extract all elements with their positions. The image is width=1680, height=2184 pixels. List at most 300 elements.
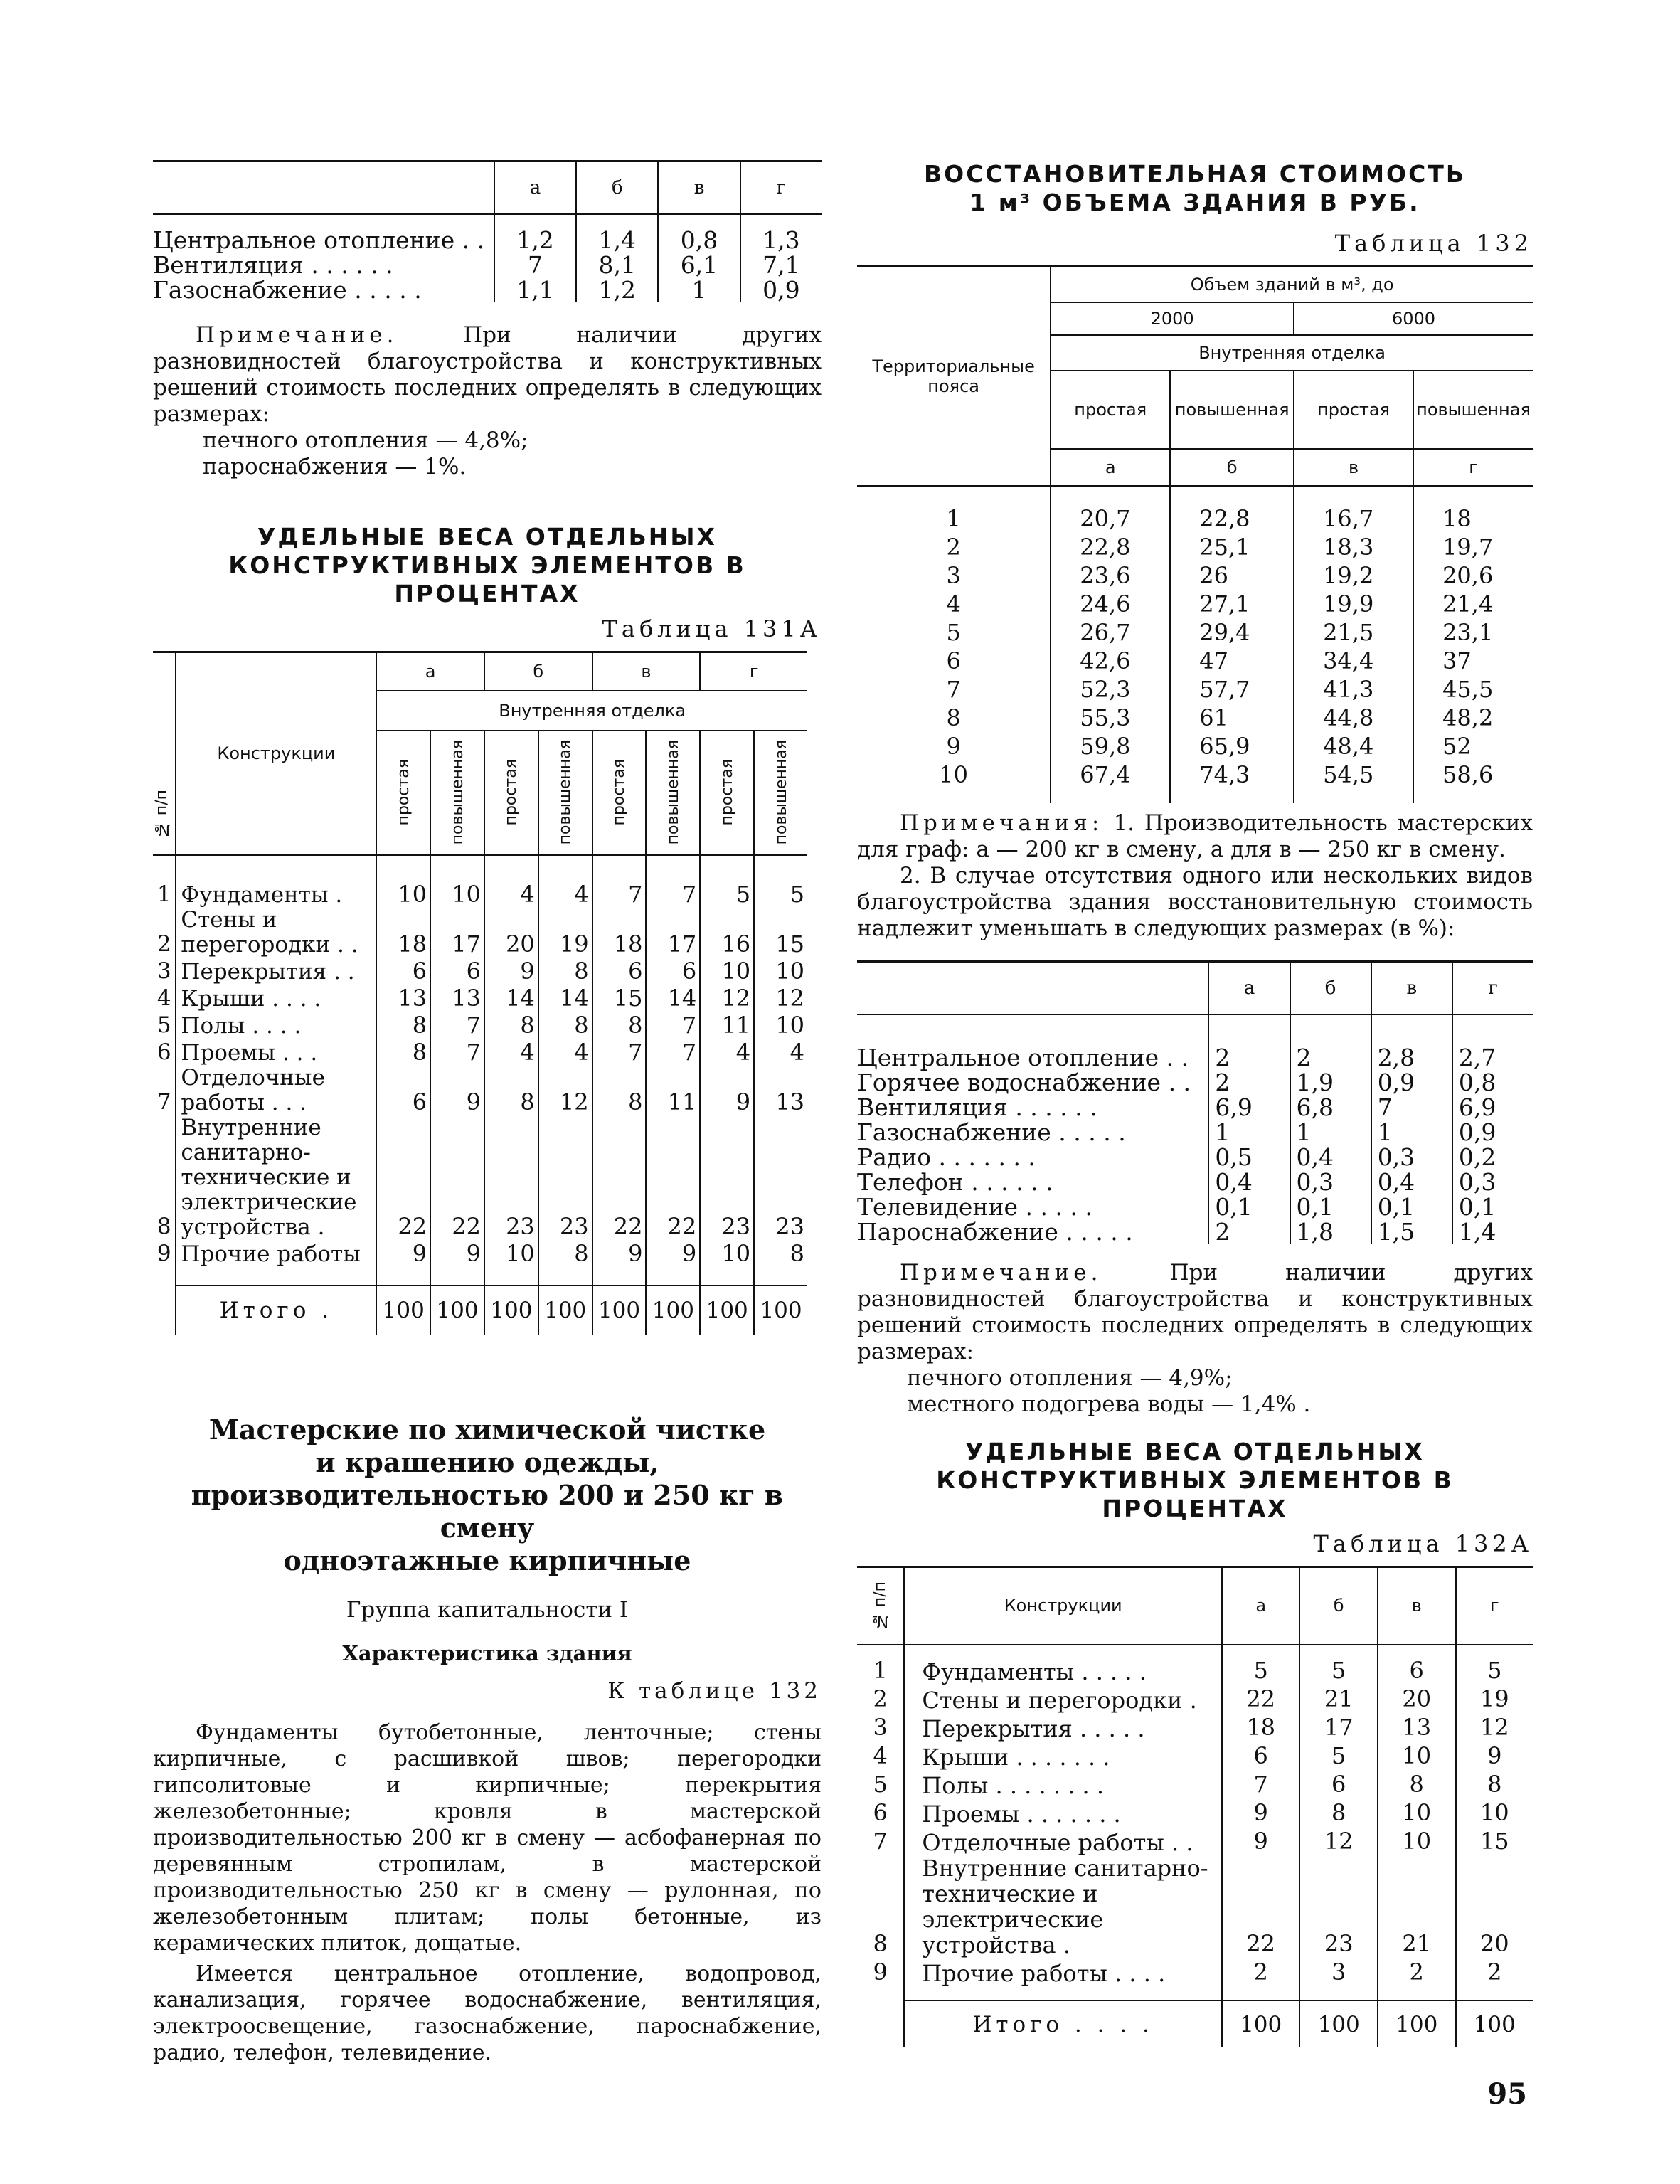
value-cell: 25,1 (1170, 533, 1294, 561)
value-cell: 0,4 (1371, 1170, 1452, 1194)
value-cell: 14 (646, 985, 700, 1012)
table-row (857, 675, 1533, 704)
row-number: 8 (946, 704, 961, 731)
table-row (857, 561, 1533, 590)
value-cell: 48,2 (1413, 704, 1533, 732)
table-row (857, 1855, 1533, 1958)
row-number: 9 (946, 732, 961, 760)
value-cell: 13 (376, 985, 430, 1012)
section-heading: УДЕЛЬНЫЕ ВЕСА ОТДЕЛЬНЫХ КОНСТРУКТИВНЫХ ЭЛЕМЕНТОВ В ПРОЦЕНТАХ (936, 1437, 1454, 1522)
value-cell: 0,1 (1208, 1194, 1290, 1219)
value-cell: 15 (754, 908, 807, 958)
col-header: б (576, 161, 658, 215)
value-cell: 23,6 (1051, 561, 1170, 590)
value-cell: 1 (1371, 1120, 1452, 1145)
value-cell: 0,3 (1371, 1145, 1452, 1170)
value-cell: 6,8 (1290, 1095, 1371, 1120)
value-cell: 4 (538, 855, 592, 908)
row-number: 6 (156, 1039, 171, 1065)
value-cell: 5 (1222, 1656, 1300, 1685)
row-number: 4 (873, 1742, 888, 1769)
row-label: Прочие работы . . . . (904, 1958, 1222, 1986)
value-cell: 9 (430, 1066, 484, 1115)
table-row (857, 1219, 1533, 1244)
value-cell: 44,8 (1294, 704, 1413, 732)
row-label: Перекрытия . . . . . (904, 1713, 1222, 1742)
value-cell: 6 (1222, 1742, 1300, 1770)
row-label: Крыши . . . . (176, 985, 376, 1012)
value-cell: 37 (1413, 647, 1533, 675)
value-cell: 29,4 (1170, 618, 1294, 647)
value-cell: 7 (646, 1039, 700, 1066)
row-label: Стены и перегородки . . (176, 908, 376, 958)
value-cell: 22 (592, 1115, 647, 1240)
table-row (857, 732, 1533, 760)
value-cell: 18 (1413, 504, 1533, 533)
value-cell: 4 (484, 1039, 538, 1066)
note-reduction: 2. В случае отсутствия одного или нескольких видов благоустройства здания восстановительную стоимость надлежит уменьшать в следующих размерах (в %): (857, 862, 1533, 941)
row-label: Радио . . . . . . . (857, 1143, 1036, 1171)
value-cell: 0,9 (1452, 1120, 1533, 1145)
value-cell: 8 (484, 1066, 538, 1115)
value-cell: 7 (646, 1012, 700, 1039)
row-label: Проемы . . . (176, 1039, 376, 1066)
table-131a: № п/п Конструкции а б в г Внутренняя отделка простая повышенная простая повышенная простая повышенная простая повышенная 1 Фундаменты . 10 10 4 4 7 7 5 5 2 Стены и перегородки . . 18 17 20 19 18 17 16 15 3 Перекрытия . . 6 6 9 8 6 6 10 10 4 Крыши . . . . 13 13 14 14 15 14 12 12 5 Полы . . . . 8 7 8 8 8 7 11 10 6 Проемы . . . 8 7 4 4 7 7 4 4 7 Отделочные работы . . . 6 9 8 12 8 11 9 13 8 Внутренние санитарно-технические и электрические устройства . 22 22 23 23 22 22 23 23 9 Прочие работы 9 9 10 8 9 9 10 8 Итого . 100 100 100 100 100 100 100 100 (153, 651, 807, 1335)
row-label: Полы . . . . . . . . (904, 1770, 1222, 1798)
row-number: 7 (156, 1088, 171, 1115)
row-label: Стены и перегородки . (904, 1685, 1222, 1713)
value-cell: 12 (538, 1066, 592, 1115)
value-cell: 0,8 (1452, 1070, 1533, 1095)
value-cell: 8 (1456, 1770, 1533, 1798)
table-row (857, 533, 1533, 561)
value-cell: 5 (700, 855, 754, 908)
value-cell: 6,9 (1208, 1095, 1290, 1120)
value-cell: 27,1 (1170, 590, 1294, 618)
row-number: 3 (873, 1714, 888, 1741)
row-label: Внутренние санитарно-технические и электрические устройства . (176, 1115, 376, 1240)
value-cell: 14 (484, 985, 538, 1012)
to-table-label: К таблице 132 (607, 1677, 822, 1704)
section-title: Мастерские по химической чистке и крашению одежды, производительностью 200 и 250 кг в смену одноэтажные кирпичные (191, 1413, 784, 1576)
total-label: Итого . . . . (904, 2000, 1222, 2047)
value-cell: 22 (1222, 1855, 1300, 1958)
row-number: 2 (946, 533, 961, 561)
col-num-header: № п/п (153, 790, 171, 839)
row-label: Центральное отопление . . (857, 1043, 1189, 1071)
value-cell: 54,5 (1294, 760, 1413, 789)
value-cell: 2,7 (1452, 1045, 1533, 1070)
value-cell: 23,1 (1413, 618, 1533, 647)
value-cell: 4 (484, 855, 538, 908)
value-cell: 5 (1456, 1656, 1533, 1685)
value-cell: 9 (376, 1240, 430, 1267)
value-cell: 9 (484, 958, 538, 985)
table-row (857, 760, 1533, 789)
value-cell: 19,9 (1294, 590, 1413, 618)
value-cell: 9 (430, 1240, 484, 1267)
row-label: Телевидение . . . . . (857, 1192, 1092, 1221)
value-cell: 10 (700, 958, 754, 985)
table-reduction: а б в г Центральное отопление . . 2 2 2,8 2,7 Горячее водоснабжение . . 2 1,9 0,9 0,8 Вентиляция . . . . . . 6,9 6,8 7 6,9 Газоснабжение . . . . . 1 1 1 0,9 Радио . . . . . . . 0,5 0,4 0,3 0,2 Телефон . . . . . . 0,4 0,3 0,4 0,3 Телевидение . . . . . 0,1 0,1 0,1 0,1 Пароснабжение . . . . . 2 1,8 1,5 1,4 (857, 960, 1533, 1244)
row-number: 1 (873, 1657, 888, 1684)
value-cell: 9 (1456, 1742, 1533, 1770)
table-row (857, 1145, 1533, 1170)
table-row (857, 1045, 1533, 1070)
value-cell: 10 (754, 1012, 807, 1039)
value-cell: 26 (1170, 561, 1294, 590)
value-cell: 16 (700, 908, 754, 958)
row-number: 7 (873, 1828, 888, 1855)
row-label: Полы . . . . (176, 1012, 376, 1039)
value-cell: 9 (1222, 1827, 1300, 1855)
value-cell: 1 (1208, 1120, 1290, 1145)
table-row (857, 1194, 1533, 1219)
table-row (153, 1115, 807, 1240)
value-cell: 13 (430, 985, 484, 1012)
value-cell: 6 (376, 1066, 430, 1115)
value-cell: 0,2 (1452, 1145, 1533, 1170)
col-zone-header: Территориальные пояса (857, 267, 1051, 486)
value-cell: 6 (1299, 1770, 1378, 1798)
value-cell: 7 (430, 1039, 484, 1066)
value-cell: 18 (592, 908, 647, 958)
table-row (857, 1770, 1533, 1798)
table-row (857, 1827, 1533, 1855)
table-row (153, 1012, 807, 1039)
table-row (153, 1039, 807, 1066)
row-label: Внутренние санитарно-технические и электрические устройства . (904, 1855, 1222, 1958)
table-label: Таблица 132А (1313, 1530, 1533, 1557)
value-cell: 12 (1456, 1713, 1533, 1742)
value-cell: 2 (1378, 1958, 1456, 1986)
value-cell: 17 (1299, 1713, 1378, 1742)
value-cell: 55,3 (1051, 704, 1170, 732)
table-row (857, 504, 1533, 533)
value-cell: 2 (1222, 1958, 1300, 1986)
value-cell: 8 (538, 1012, 592, 1039)
table-row (857, 1170, 1533, 1194)
table-row (857, 1095, 1533, 1120)
value-cell: 7 (592, 1039, 647, 1066)
value-cell: 20 (484, 908, 538, 958)
value-cell: 10 (700, 1240, 754, 1267)
right-column (857, 160, 1533, 2047)
value-cell: 0,4 (1208, 1170, 1290, 1194)
value-cell: 47 (1170, 647, 1294, 675)
value-cell: 14 (538, 985, 592, 1012)
paragraph: Фундаменты бутобетонные, ленточные; стены кирпичные, с расшивкой швов; перегородки гипсолитовые и кирпичные; перекрытия железобетонные; кровля в мастерской производительностью 200 кг в смену — асбофанерная по деревянным стропилам, в мастерской производительностью 250 кг в смену — рулонная, по железобетонным плитам; полы бетонные, из керамических плиток, дощатые. (153, 1719, 822, 1956)
table-row: Газоснабжение . . . . . 1,1 1,2 1 0,9 (153, 277, 822, 302)
value-cell: 9 (700, 1066, 754, 1115)
value-cell: 7 (592, 855, 647, 908)
row-number: 9 (873, 1958, 888, 1986)
row-label: Телефон . . . . . . (857, 1167, 1053, 1196)
value-cell: 61 (1170, 704, 1294, 732)
value-cell: 13 (1378, 1713, 1456, 1742)
value-cell: 34,4 (1294, 647, 1413, 675)
row-number: 4 (156, 985, 171, 1011)
value-cell: 18 (1222, 1713, 1300, 1742)
value-cell: 2 (1208, 1045, 1290, 1070)
value-cell: 24,6 (1051, 590, 1170, 618)
value-cell: 21 (1299, 1685, 1378, 1713)
value-cell: 18,3 (1294, 533, 1413, 561)
value-cell: 6 (1378, 1656, 1456, 1685)
value-cell: 3 (1299, 1958, 1378, 1986)
value-cell: 8 (376, 1012, 430, 1039)
table-132a: № п/п Конструкции а б в г 1 Фундаменты . . . . . 5 5 6 5 2 Стены и перегородки . 22 21 20 19 3 Перекрытия . . . . . 18 17 13 12 4 Крыши . . . . . . . 6 5 10 9 5 Полы . . . . . . . . 7 6 8 8 6 Проемы . . . . . . . 9 8 10 10 7 Отделочные работы . . 9 12 10 15 8 Внутренние санитарно-технические и электрические устройства . 22 23 21 20 9 Прочие работы . . . . 2 3 2 2 Итого . . . . 100 100 100 100 (857, 1566, 1533, 2048)
row-label: Отделочные работы . . . (176, 1066, 376, 1115)
value-cell: 20,7 (1051, 504, 1170, 533)
value-cell: 52,3 (1051, 675, 1170, 704)
value-cell: 1,5 (1371, 1219, 1452, 1244)
value-cell: 2 (1208, 1219, 1290, 1244)
row-number: 8 (156, 1213, 171, 1239)
table-row (153, 855, 807, 908)
value-cell: 0,3 (1290, 1170, 1371, 1194)
value-cell: 2 (1290, 1045, 1371, 1070)
table-row (857, 1120, 1533, 1145)
table-row (857, 1685, 1533, 1713)
row-label: Пароснабжение . . . . . (857, 1217, 1133, 1246)
value-cell: 8 (376, 1039, 430, 1066)
row-number: 6 (946, 647, 961, 674)
table-row (153, 985, 807, 1012)
table-row (153, 958, 807, 985)
note-line: пароснабжения — 1%. (203, 454, 467, 479)
row-label: Прочие работы (176, 1240, 376, 1267)
row-number: 2 (156, 931, 171, 957)
value-cell: 45,5 (1413, 675, 1533, 704)
char-heading: Характеристика здания (342, 1640, 632, 1665)
value-cell: 23 (538, 1115, 592, 1240)
value-cell: 1,8 (1290, 1219, 1371, 1244)
row-number: 6 (873, 1799, 888, 1826)
value-cell: 8 (538, 958, 592, 985)
value-cell: 0,1 (1371, 1194, 1452, 1219)
value-cell: 11 (646, 1066, 700, 1115)
table-row (153, 908, 807, 958)
col-name-header: Конструкции (176, 652, 376, 855)
subheader-finish: Внутренняя отделка (376, 691, 807, 731)
value-cell: 18 (376, 908, 430, 958)
value-cell: 26,7 (1051, 618, 1170, 647)
note-line: печного отопления — 4,9%; (907, 1364, 1233, 1391)
section-heading: УДЕЛЬНЫЕ ВЕСА ОТДЕЛЬНЫХ КОНСТРУКТИВНЫХ ЭЛЕМЕНТОВ В ПРОЦЕНТАХ (228, 523, 746, 608)
value-cell: 7 (646, 855, 700, 908)
value-cell: 19 (1456, 1685, 1533, 1713)
value-cell: 16,7 (1294, 504, 1413, 533)
value-cell: 7 (1371, 1095, 1452, 1120)
table-row (857, 618, 1533, 647)
table-label: Таблица 131А (602, 615, 822, 642)
table-row (857, 647, 1533, 675)
value-cell: 9 (1222, 1798, 1300, 1827)
value-cell: 8 (592, 1012, 647, 1039)
note-line: местного подогрева воды — 1,4% . (907, 1391, 1311, 1417)
value-cell: 8 (1299, 1798, 1378, 1827)
row-label: Горячее водоснабжение . . (857, 1068, 1191, 1096)
col-header: а (494, 161, 576, 215)
value-cell: 0,1 (1290, 1194, 1371, 1219)
value-cell: 10 (1456, 1798, 1533, 1827)
value-cell: 23 (1299, 1855, 1378, 1958)
value-cell: 8 (538, 1240, 592, 1267)
table-row (857, 1958, 1533, 1986)
value-cell: 4 (538, 1039, 592, 1066)
row-label: Вентиляция . . . . . . (857, 1093, 1097, 1121)
row-number: 4 (946, 590, 961, 617)
value-cell: 22 (376, 1115, 430, 1240)
value-cell: 59,8 (1051, 732, 1170, 760)
value-cell: 20 (1378, 1685, 1456, 1713)
value-cell: 9 (646, 1240, 700, 1267)
table-row: Центральное отопление . . 1,2 1,4 0,8 1,3 (153, 228, 822, 253)
table-row (857, 704, 1533, 732)
row-number: 5 (156, 1012, 171, 1038)
value-cell: 12 (700, 985, 754, 1012)
value-cell: 17 (646, 908, 700, 958)
row-label: Крыши . . . . . . . (904, 1742, 1222, 1770)
table-top-left (153, 160, 822, 302)
value-cell: 8 (484, 1012, 538, 1039)
row-number: 3 (156, 958, 171, 984)
row-number: 5 (873, 1771, 888, 1798)
value-cell: 67,4 (1051, 760, 1170, 789)
row-number: 2 (873, 1685, 888, 1712)
value-cell: 10 (1378, 1827, 1456, 1855)
table-132: Территориальные пояса Объем зданий в м³, до 2000 6000 Внутренняя отделка простая повышенная простая повышенная а б в г 1 20,7 22,8 16,7 18 2 22,8 25,1 18,3 19,7 3 23,6 26 19,2 20,6 4 24,6 27,1 19,9 21,4 5 26,7 29,4 21,5 23,1 6 42,6 47 34,4 37 7 52,3 57,7 41,3 45,5 8 55,3 61 44,8 48,2 9 59,8 65,9 48,4 52 10 67,4 74,3 54,5 58,6 (857, 265, 1533, 803)
value-cell: 4 (754, 1039, 807, 1066)
value-cell: 22 (1222, 1685, 1300, 1713)
value-cell: 23 (754, 1115, 807, 1240)
value-cell: 15 (592, 985, 647, 1012)
value-cell: 6 (646, 958, 700, 985)
value-cell: 23 (700, 1115, 754, 1240)
table-row (153, 1240, 807, 1267)
row-label: Перекрытия . . (176, 958, 376, 985)
value-cell: 7 (430, 1012, 484, 1039)
value-cell: 1,4 (1452, 1219, 1533, 1244)
value-cell: 21 (1378, 1855, 1456, 1958)
value-cell: 6,9 (1452, 1095, 1533, 1120)
value-cell: 22,8 (1051, 533, 1170, 561)
value-cell: 58,6 (1413, 760, 1533, 789)
group-label: Группа капитальности I (346, 1596, 629, 1623)
value-cell: 22 (430, 1115, 484, 1240)
col-header: в (658, 161, 740, 215)
value-cell: 23 (484, 1115, 538, 1240)
row-label: Фундаменты . (176, 855, 376, 908)
value-cell: 10 (484, 1240, 538, 1267)
value-cell: 0,9 (1371, 1070, 1452, 1095)
value-cell: 22,8 (1170, 504, 1294, 533)
row-number: 9 (156, 1240, 171, 1266)
col-header: г (740, 161, 822, 215)
value-cell: 9 (592, 1240, 647, 1267)
value-cell: 8 (1378, 1770, 1456, 1798)
note-heating: Примечание. При наличии других разновидностей благоустройства и конструктивных решений стоимость последних определять в следующих размерах: (153, 322, 822, 427)
row-number: 1 (156, 881, 171, 907)
table-row (857, 1713, 1533, 1742)
value-cell: 5 (1299, 1742, 1378, 1770)
row-number: 1 (946, 504, 961, 532)
value-cell: 74,3 (1170, 760, 1294, 789)
value-cell: 2 (1456, 1958, 1533, 1986)
value-cell: 5 (1299, 1656, 1378, 1685)
page-number: 95 (1487, 2077, 1527, 2111)
row-number: 7 (946, 675, 961, 703)
row-label: Проемы . . . . . . . (904, 1798, 1222, 1827)
value-cell: 17 (430, 908, 484, 958)
row-label: Фундаменты . . . . . (904, 1656, 1222, 1685)
table-row (857, 590, 1533, 618)
value-cell: 5 (754, 855, 807, 908)
value-cell: 1 (1290, 1120, 1371, 1145)
value-cell: 15 (1456, 1827, 1533, 1855)
table-label: Таблица 132 (1334, 230, 1533, 257)
value-cell: 42,6 (1051, 647, 1170, 675)
total-label: Итого . (176, 1286, 376, 1335)
note-line: печного отопления — 4,8%; (203, 428, 528, 453)
value-cell: 19,2 (1294, 561, 1413, 590)
value-cell: 10 (376, 855, 430, 908)
table-row (153, 1066, 807, 1115)
value-cell: 8 (754, 1240, 807, 1267)
value-cell: 48,4 (1294, 732, 1413, 760)
row-number: 8 (873, 1930, 888, 1957)
value-cell: 7 (1222, 1770, 1300, 1798)
value-cell: 0,1 (1452, 1194, 1533, 1219)
section-heading: ВОССТАНОВИТЕЛЬНАЯ СТОИМОСТЬ 1 м³ ОБЪЕМА ЗДАНИЯ В РУБ. (924, 160, 1466, 216)
row-number: 3 (946, 561, 961, 589)
value-cell: 10 (1378, 1798, 1456, 1827)
value-cell: 0,5 (1208, 1145, 1290, 1170)
value-cell: 1,9 (1290, 1070, 1371, 1095)
value-cell: 21,4 (1413, 590, 1533, 618)
paragraph: Имеется центральное отопление, водопровод, канализация, горячее водоснабжение, вентиляция, электроосвещение, газоснабжение, пароснабжение, радио, телефон, телевидение. (153, 1961, 822, 2065)
left-column (153, 160, 822, 2066)
table-row (857, 1742, 1533, 1770)
value-cell: 0,3 (1452, 1170, 1533, 1194)
value-cell: 19,7 (1413, 533, 1533, 561)
row-number: 5 (946, 618, 961, 646)
row-label: Отделочные работы . . (904, 1827, 1222, 1855)
value-cell: 10 (754, 958, 807, 985)
value-cell: 2,8 (1371, 1045, 1452, 1070)
value-cell: 12 (1299, 1827, 1378, 1855)
value-cell: 2 (1208, 1070, 1290, 1095)
value-cell: 10 (430, 855, 484, 908)
value-cell: 4 (700, 1039, 754, 1066)
value-cell: 20 (1456, 1855, 1533, 1958)
value-cell: 22 (646, 1115, 700, 1240)
table-row: Вентиляция . . . . . . 7 8,1 6,1 7,1 (153, 253, 822, 277)
value-cell: 6 (592, 958, 647, 985)
value-cell: 10 (1378, 1742, 1456, 1770)
value-cell: 21,5 (1294, 618, 1413, 647)
value-cell: 41,3 (1294, 675, 1413, 704)
value-cell: 12 (754, 985, 807, 1012)
table-row (857, 1070, 1533, 1095)
value-cell: 65,9 (1170, 732, 1294, 760)
value-cell: 8 (592, 1066, 647, 1115)
value-cell: 19 (538, 908, 592, 958)
note-productivity: Примечания: 1. Производительность мастерских для граф: а — 200 кг в смену, а для в — 250 кг в смену. (857, 810, 1533, 862)
value-cell: 52 (1413, 732, 1533, 760)
table-row (857, 1798, 1533, 1827)
